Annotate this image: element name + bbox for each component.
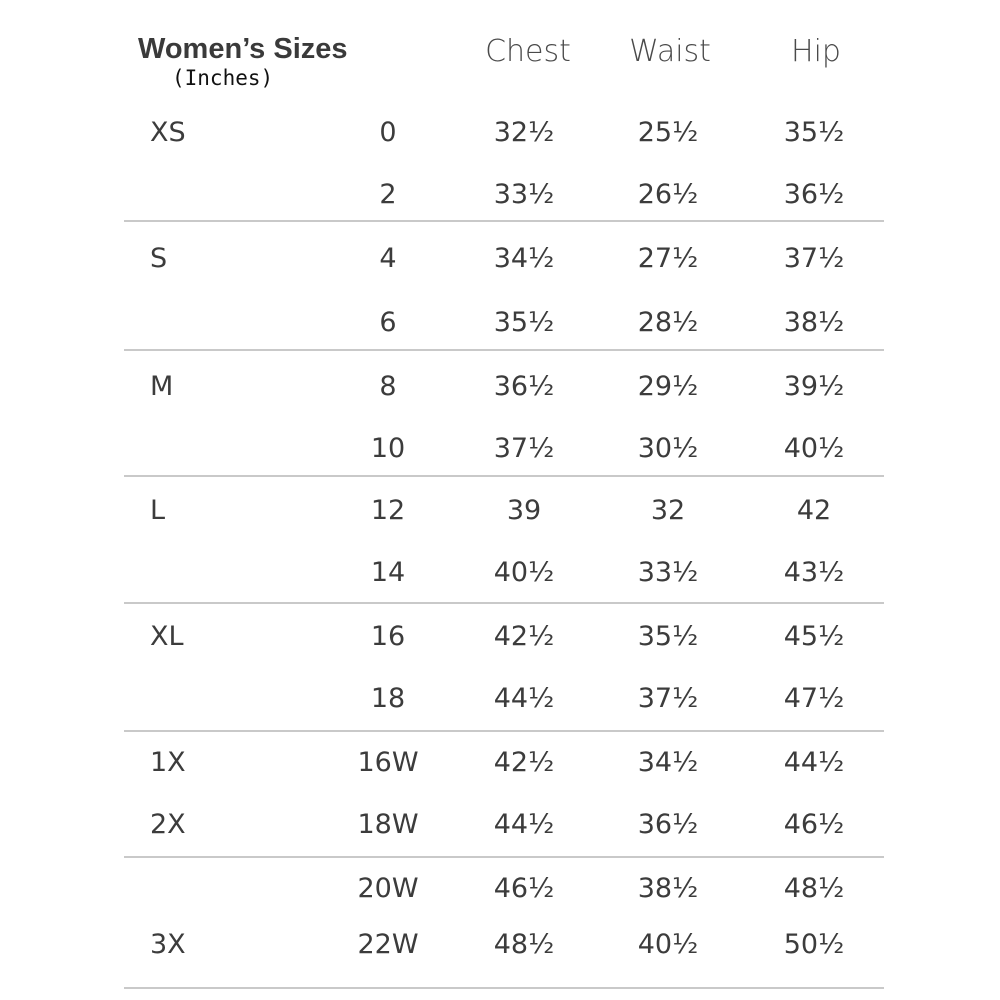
chest-value: 39 [506,495,542,526]
numeric-size: 10 [370,433,406,464]
waist-value: 27½ [637,243,699,274]
waist-value: 33½ [637,557,699,588]
waist-value: 25½ [637,117,699,148]
chest-value: 32½ [493,117,555,148]
waist-value: 38½ [637,873,699,904]
size-label: L [150,495,166,526]
numeric-size: 6 [379,307,397,338]
size-label: M [150,371,174,402]
column-header-waist: Waist [629,34,711,69]
group-divider [124,602,884,604]
group-divider [124,220,884,222]
hip-value: 45½ [783,621,845,652]
group-divider [124,475,884,477]
size-label: XL [150,621,184,652]
numeric-size: 8 [379,371,397,402]
chest-value: 46½ [493,873,555,904]
chest-value: 48½ [493,929,555,960]
size-label: 3X [150,929,186,960]
numeric-size: 14 [370,557,406,588]
waist-value: 34½ [637,747,699,778]
hip-value: 42 [796,495,832,526]
numeric-size: 4 [379,243,397,274]
waist-value: 37½ [637,683,699,714]
size-label: 1X [150,747,186,778]
numeric-size: 18 [370,683,406,714]
chest-value: 40½ [493,557,555,588]
column-header-hip: Hip [791,34,841,69]
column-header-chest: Chest [485,34,571,69]
group-divider [124,349,884,351]
chest-value: 34½ [493,243,555,274]
numeric-size: 2 [379,179,397,210]
numeric-size: 22W [357,929,419,960]
waist-value: 26½ [637,179,699,210]
chest-value: 44½ [493,809,555,840]
group-divider [124,730,884,732]
group-divider [124,987,884,989]
hip-value: 50½ [783,929,845,960]
numeric-size: 12 [370,495,406,526]
hip-value: 46½ [783,809,845,840]
waist-value: 30½ [637,433,699,464]
group-divider [124,856,884,858]
chest-value: 44½ [493,683,555,714]
size-label: XS [150,117,186,148]
chest-value: 42½ [493,621,555,652]
chart-title: Women’s Sizes [138,33,348,65]
chest-value: 42½ [493,747,555,778]
hip-value: 48½ [783,873,845,904]
hip-value: 37½ [783,243,845,274]
hip-value: 39½ [783,371,845,402]
hip-value: 35½ [783,117,845,148]
hip-value: 36½ [783,179,845,210]
waist-value: 35½ [637,621,699,652]
size-label: S [150,243,168,274]
hip-value: 38½ [783,307,845,338]
chest-value: 36½ [493,371,555,402]
waist-value: 40½ [637,929,699,960]
numeric-size: 16 [370,621,406,652]
hip-value: 47½ [783,683,845,714]
waist-value: 28½ [637,307,699,338]
hip-value: 44½ [783,747,845,778]
hip-value: 43½ [783,557,845,588]
chest-value: 33½ [493,179,555,210]
hip-value: 40½ [783,433,845,464]
numeric-size: 0 [379,117,397,148]
waist-value: 32 [650,495,686,526]
numeric-size: 20W [357,873,419,904]
waist-value: 36½ [637,809,699,840]
chest-value: 35½ [493,307,555,338]
numeric-size: 18W [357,809,419,840]
size-label: 2X [150,809,186,840]
waist-value: 29½ [637,371,699,402]
numeric-size: 16W [357,747,419,778]
chest-value: 37½ [493,433,555,464]
chart-subtitle: (Inches) [172,66,274,90]
